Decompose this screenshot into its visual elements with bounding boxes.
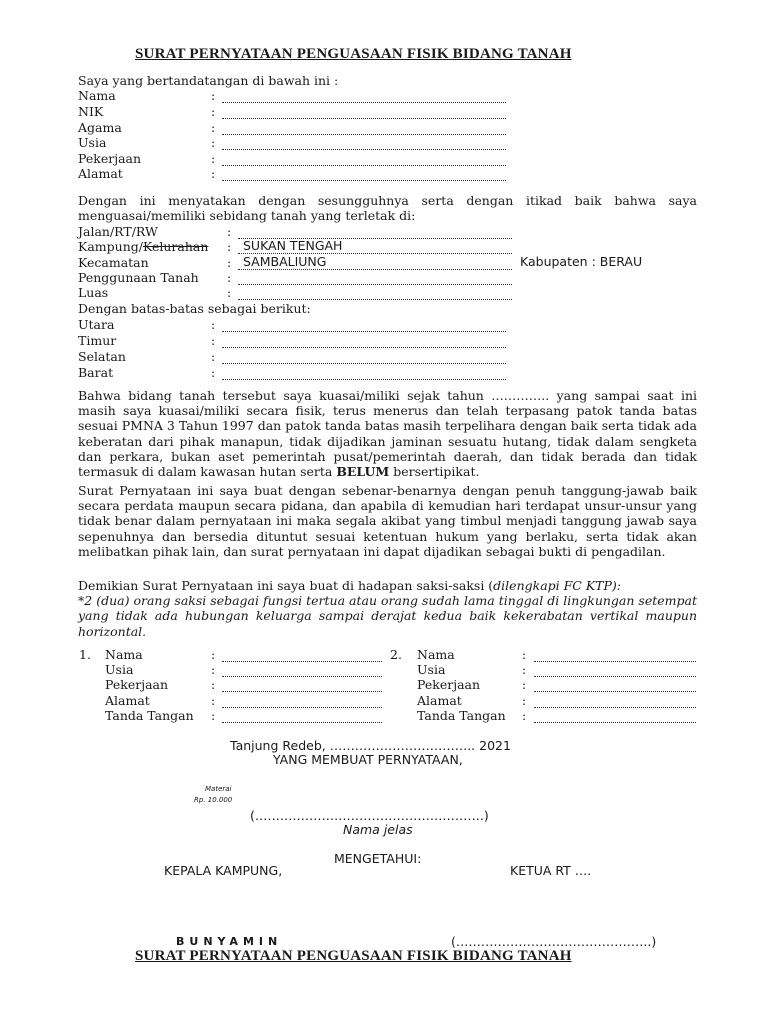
colon: : [522,662,527,677]
colon: : [211,333,216,348]
fill-line[interactable] [222,691,382,692]
fill-line-luas[interactable] [238,299,512,300]
fill-line-nik[interactable] [222,118,506,119]
fill-line[interactable] [534,707,696,708]
colon: : [227,285,232,300]
colon: : [211,104,216,119]
paragraph-witness-note: Demikian Surat Pernyataan ini saya buat di hadapan saksi-saksi (dilengkapi FC KTP): *2 (dua) orang saksi sebagai fungsi tertua atau orang sudah lama tinggal di lingkungan setempat yang tidak ada hubungan keluarga sampai derajat kedua baik kekerabatan vertikal maupun horizontal. [78,578,697,639]
materai-label: Materai [205,785,232,793]
fill-line[interactable] [222,707,382,708]
witness-label: Tanda Tangan [105,708,194,723]
colon: : [211,708,216,723]
name-slot[interactable]: (……………………………………………….) [250,808,489,823]
fill-line[interactable] [222,661,382,662]
fill-line-kecamatan[interactable] [238,269,512,270]
boundary-intro: Dengan batas-batas sebagai berikut: [78,301,311,316]
boundary-timur: Timur [78,333,117,348]
colon: : [211,317,216,332]
colon: : [211,88,216,103]
ketua-rt-heading: KETUA RT …. [510,863,592,878]
field-label-pekerjaan: Pekerjaan [78,151,142,166]
fill-line[interactable] [222,722,382,723]
field-label-nik: NIK [78,104,104,119]
fill-line[interactable] [534,676,696,677]
label-luas: Luas [78,285,109,300]
field-label-usia: Usia [78,135,107,150]
witness-label: Alamat [417,693,462,708]
colon: : [227,239,232,254]
footer-title: SURAT PERNYATAAN PENGUASAAN FISIK BIDANG TANAH [135,948,572,964]
fill-line-utara[interactable] [222,331,506,332]
fill-line[interactable] [222,676,382,677]
maker-heading: YANG MEMBUAT PERNYATAAN, [273,752,463,767]
fill-line-penggunaan[interactable] [238,284,512,285]
fill-line[interactable] [534,661,696,662]
colon: : [211,647,216,662]
fill-line[interactable] [534,691,696,692]
boundary-selatan: Selatan [78,349,126,364]
boundary-barat: Barat [78,365,114,380]
label-kampung: Kampung/Kelurahan [78,239,209,254]
colon: : [211,365,216,380]
field-label-agama: Agama [78,120,122,135]
name-caption: Nama jelas [343,822,413,837]
field-label-nama: Nama [78,88,116,103]
witness-label: Usia [105,662,134,677]
fill-line-barat[interactable] [222,379,506,380]
fill-line[interactable] [534,722,696,723]
paragraph-responsibility: Surat Pernyataan ini saya buat dengan sebenar-benarnya dengan penuh tanggung-jawab baik secara perdata maupun secara pidana, dan apabila di kemudian hari terdapat unsur-unsur yang tidak benar dalam pernyataan ini maka segala akibat yang timbul menjadi tanggung jawab saya sepenuhnya dan bersedia dituntut sesuai ketentuan hukum yang berlaku, serta tidak akan melibatkan pihak lain, dan surat pernyataan ini dapat dijadikan sebagai bukti di pengadilan. [78,483,697,559]
colon: : [227,255,232,270]
fill-line-timur[interactable] [222,347,506,348]
witness-number: 1. [79,647,91,662]
witness-label: Tanda Tangan [417,708,506,723]
fill-line-usia[interactable] [222,149,506,150]
colon: : [211,693,216,708]
fill-line-agama[interactable] [222,134,506,135]
label-jalan: Jalan/RT/RW [78,224,158,239]
document-title: SURAT PERNYATAAN PENGUASAAN FISIK BIDANG TANAH [135,46,572,62]
mengetahui-heading: MENGETAHUI: [334,851,422,866]
value-kampung: SUKAN TENGAH [243,238,343,253]
witness-label: Usia [417,662,446,677]
colon: : [211,120,216,135]
paragraph-possession: Bahwa bidang tanah tersebut saya kuasai/miliki sejak tahun ………….. yang sampai saat ini masih saya kuasai/miliki secara fisik, terus menerus dan telah terpasang patok tanda batas sesuai PMNA 3 Tahun 1997 dan patok tanda batas masih terpelihara dengan baik serta tidak ada keberatan dari pihak manapun, tidak dijadikan jaminan sesuatu hutang, tidak dalam sengketa dan perkara, bukan aset pemerintah pusat/pemerintah daerah, dan tidak berada dan tidak termasuk di dalam kawasan hutan serta BELUM bersertipikat. [78,388,697,480]
witness-label: Pekerjaan [417,677,481,692]
statement-paragraph: Dengan ini menyatakan dengan sesungguhnya serta dengan itikad baik bahwa saya menguasai/memiliki sebidang tanah yang terletak di: [78,193,697,224]
colon: : [522,677,527,692]
fill-line-alamat[interactable] [222,180,506,181]
value-kabupaten: Kabupaten : BERAU [520,254,643,269]
boundary-utara: Utara [78,317,115,332]
label-kecamatan: Kecamatan [78,255,149,270]
colon: : [211,349,216,364]
place-date: Tanjung Redeb, …………………………….. 2021 [230,738,511,753]
witness-label: Alamat [105,693,150,708]
label-penggunaan-tanah: Penggunaan Tanah [78,270,199,285]
kepala-kampung-name: BUNYAMIN [176,935,283,948]
kepala-kampung-heading: KEPALA KAMPUNG, [164,863,283,878]
colon: : [227,270,232,285]
colon: : [522,647,527,662]
ketua-rt-name-slot[interactable]: (………………………………………..) [451,934,657,949]
colon: : [522,693,527,708]
materai-amount: Rp. 10.000 [194,796,233,804]
colon: : [211,151,216,166]
fill-line-nama[interactable] [222,102,506,103]
colon: : [227,224,232,239]
value-kecamatan: SAMBALIUNG [243,254,327,269]
witness-label: Pekerjaan [105,677,169,692]
fill-line-selatan[interactable] [222,363,506,364]
colon: : [211,677,216,692]
witness-label: Nama [417,647,455,662]
colon: : [211,135,216,150]
field-label-alamat: Alamat [78,166,123,181]
witness-label: Nama [105,647,143,662]
witness-number: 2. [390,647,402,662]
colon: : [522,708,527,723]
colon: : [211,166,216,181]
colon: : [211,662,216,677]
intro-text: Saya yang bertandatangan di bawah ini : [78,73,339,88]
fill-line-pekerjaan[interactable] [222,165,506,166]
